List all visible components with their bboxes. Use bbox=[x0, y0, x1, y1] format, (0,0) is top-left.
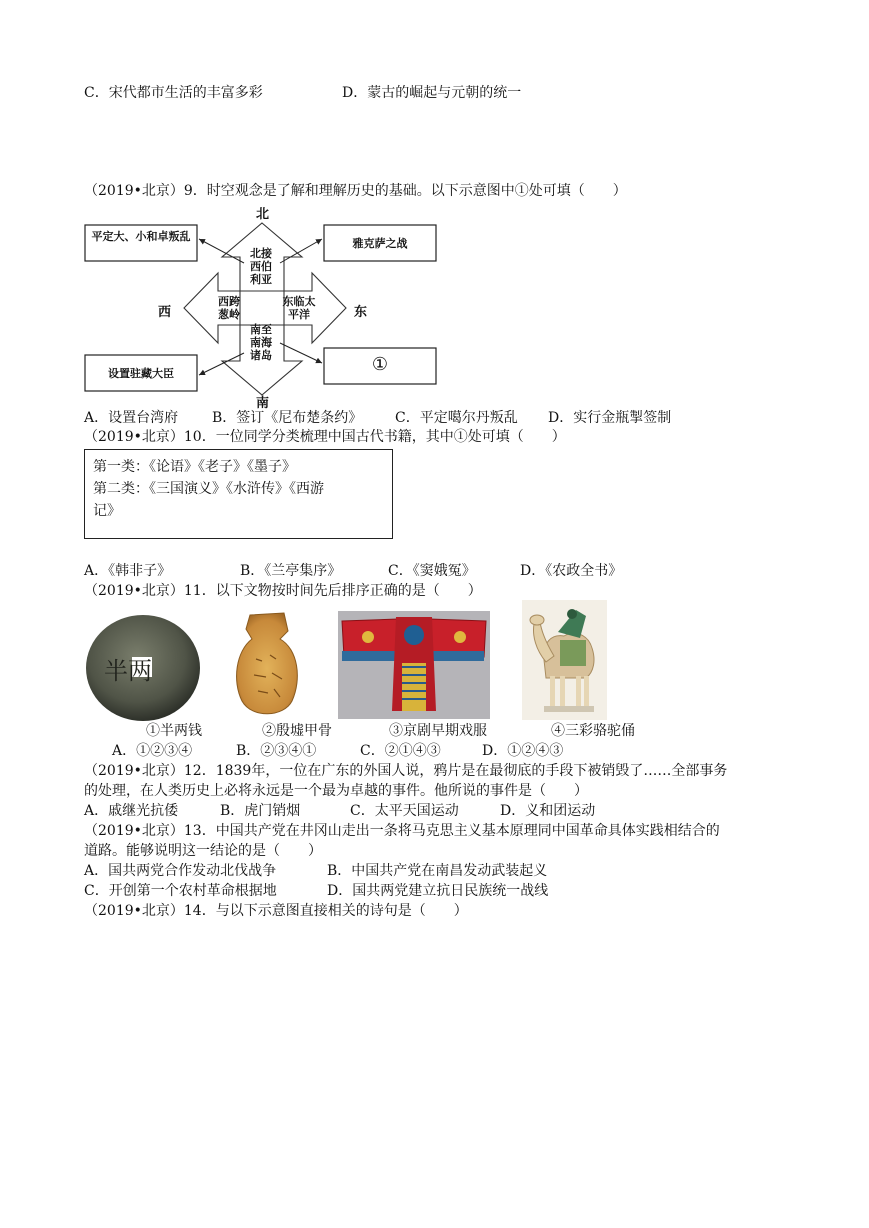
book-classification-box bbox=[84, 449, 393, 539]
q10-option-b: B．《兰亭集序》 bbox=[240, 563, 342, 579]
q12-option-c: C．太平天国运动 bbox=[350, 803, 459, 819]
south-arrow-label: 南至南海诸岛 bbox=[250, 323, 272, 362]
q9-map-diagram bbox=[84, 203, 440, 411]
caption-coin: ①半两钱 bbox=[146, 723, 202, 739]
opera-costume-image bbox=[338, 611, 490, 719]
compass-east: 东 bbox=[354, 305, 368, 320]
box-se-label: ① bbox=[371, 354, 389, 375]
q10-stem: （2019•北京）10．一位同学分类梳理中国古代书籍，其中①处可填（ ） bbox=[84, 429, 566, 445]
q11-option-d: D．①②④③ bbox=[482, 743, 564, 759]
q13-stem-line-1: （2019•北京）13．中国共产党在井冈山走出一条将马克思主义基本原理同中国革命具体实践相结合的 bbox=[84, 823, 720, 839]
q12-option-b: B．虎门销烟 bbox=[220, 803, 301, 819]
q9-option-a: A．设置台湾府 bbox=[84, 410, 179, 426]
book-box-line-3: 记》 bbox=[93, 503, 121, 519]
box-nw-label: 平定大、小和卓叛乱 bbox=[91, 230, 191, 243]
caption-oracle-bone: ②殷墟甲骨 bbox=[262, 723, 332, 739]
q9-option-c: C．平定噶尔丹叛乱 bbox=[395, 410, 518, 426]
prev-option-c: C．宋代都市生活的丰富多彩 bbox=[84, 85, 263, 101]
q13-option-a: A．国共两党合作发动北伐战争 bbox=[84, 863, 277, 879]
q11-option-c: C．②①④③ bbox=[360, 743, 441, 759]
q13-option-d: D．国共两党建立抗日民族统一战线 bbox=[327, 883, 549, 899]
box-sw-label: 设置驻藏大臣 bbox=[108, 367, 174, 380]
compass-north: 北 bbox=[256, 207, 270, 222]
q12-stem-line-1: （2019•北京）12．1839年，一位在广东的外国人说，鸦片是在最彻底的手段下被销毁了……全部事务 bbox=[84, 763, 728, 779]
west-arrow-label: 西跨葱岭 bbox=[218, 295, 240, 321]
q10-option-c: C．《窦娥冤》 bbox=[388, 563, 476, 579]
q12-stem-line-2: 的处理，在人类历史上必将永远是一个最为卓越的事件。他所说的事件是（ ） bbox=[84, 783, 588, 799]
q9-stem: （2019•北京）9．时空观念是了解和理解历史的基础。以下示意图中①处可填（ ） bbox=[84, 183, 627, 199]
camel-figurine-image bbox=[522, 600, 607, 720]
q11-option-b: B．②③④① bbox=[236, 743, 317, 759]
q10-option-d: D．《农政全书》 bbox=[520, 563, 623, 579]
q12-option-a: A．戚继光抗倭 bbox=[84, 803, 179, 819]
caption-opera-costume: ③京剧早期戏服 bbox=[389, 723, 487, 739]
q12-option-d: D．义和团运动 bbox=[500, 803, 596, 819]
prev-option-d: D．蒙古的崛起与元朝的统一 bbox=[342, 85, 522, 101]
q9-option-d: D．实行金瓶掣签制 bbox=[548, 410, 672, 426]
q13-option-c: C．开创第一个农村革命根据地 bbox=[84, 883, 277, 899]
east-arrow-label: 东临太平洋 bbox=[282, 295, 316, 321]
coin-char-right: 半两 bbox=[104, 657, 152, 685]
north-arrow-label: 北接西伯利亚 bbox=[250, 247, 272, 286]
book-box-line-2: 第二类：《三国演义》《水浒传》《西游 bbox=[93, 481, 324, 497]
box-ne-label: 雅克萨之战 bbox=[352, 237, 408, 250]
q13-stem-line-2: 道路。能够说明这一结论的是（ ） bbox=[84, 843, 322, 859]
compass-west: 西 bbox=[158, 305, 172, 320]
q10-option-a: A．《韩非子》 bbox=[84, 563, 172, 579]
q14-stem: （2019•北京）14．与以下示意图直接相关的诗句是（ ） bbox=[84, 903, 468, 919]
coin-image bbox=[84, 613, 202, 723]
compass-south: 南 bbox=[256, 396, 270, 411]
oracle-bone-image bbox=[232, 609, 302, 721]
q9-option-b: B．签订《尼布楚条约》 bbox=[212, 410, 363, 426]
caption-camel: ④三彩骆驼俑 bbox=[551, 723, 635, 739]
q11-stem: （2019•北京）11．以下文物按时间先后排序正确的是（ ） bbox=[84, 583, 482, 599]
q13-option-b: B．中国共产党在南昌发动武装起义 bbox=[327, 863, 548, 879]
q11-option-a: A．①②③④ bbox=[112, 743, 193, 759]
book-box-line-1: 第一类：《论语》《老子》《墨子》 bbox=[93, 459, 296, 475]
